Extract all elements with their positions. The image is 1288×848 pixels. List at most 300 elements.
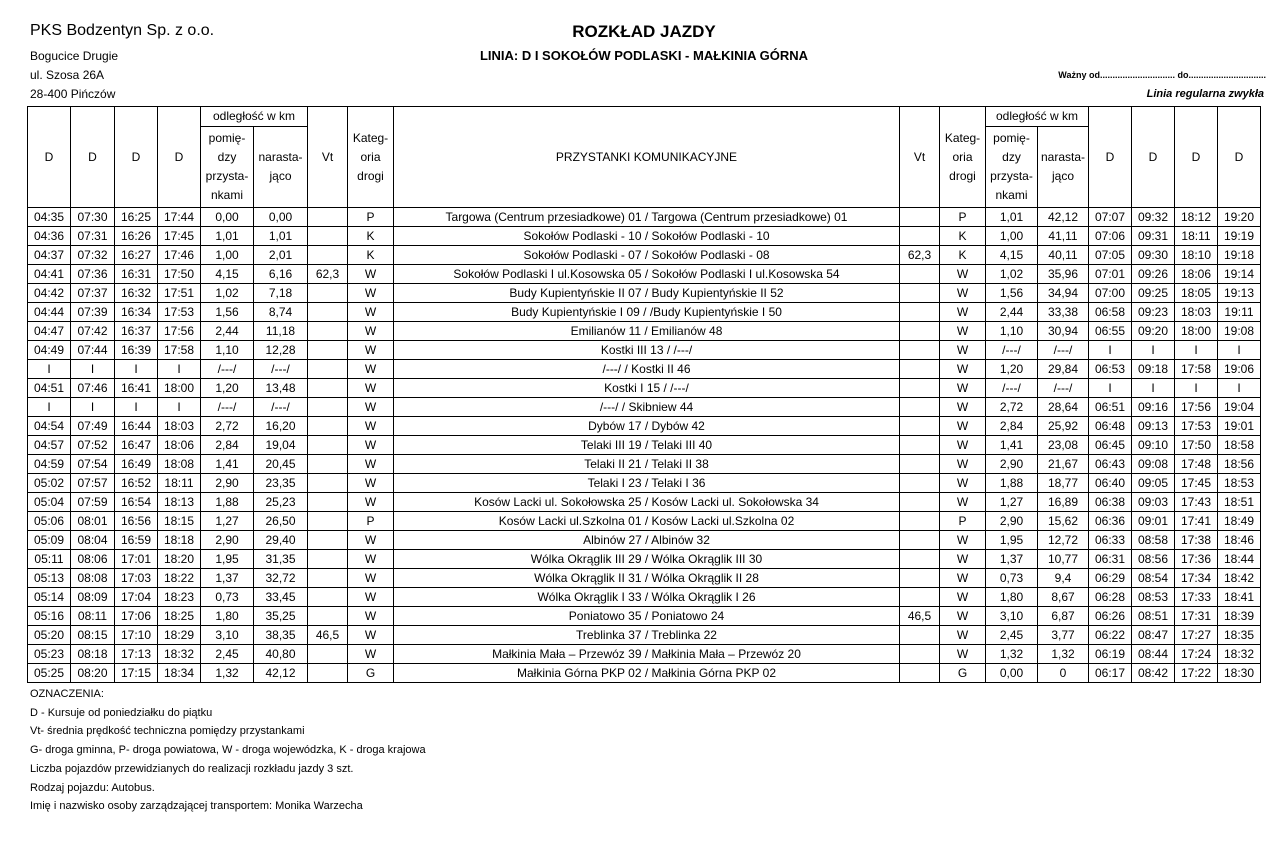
vt-cell bbox=[308, 284, 348, 303]
cumulative-cell: 33,45 bbox=[254, 588, 308, 607]
time-cell: 18:03 bbox=[158, 417, 201, 436]
cumulative-cell: 42,12 bbox=[1038, 208, 1089, 227]
col-d: D bbox=[1175, 107, 1218, 208]
time-cell: 19:04 bbox=[1218, 398, 1261, 417]
vt-cell bbox=[900, 569, 940, 588]
category-cell: W bbox=[348, 493, 394, 512]
time-cell: 06:40 bbox=[1089, 474, 1132, 493]
vt-cell bbox=[900, 284, 940, 303]
distance-cell: 1,10 bbox=[201, 341, 254, 360]
category-cell: W bbox=[348, 455, 394, 474]
time-cell: 09:08 bbox=[1132, 455, 1175, 474]
time-cell: 04:57 bbox=[28, 436, 71, 455]
cumulative-cell: /---/ bbox=[254, 398, 308, 417]
category-cell: W bbox=[348, 550, 394, 569]
table-row bbox=[28, 493, 1261, 512]
time-cell: 18:34 bbox=[158, 664, 201, 683]
time-cell: 19:20 bbox=[1218, 208, 1261, 227]
validity-field: Ważny od.............................. do............................... bbox=[1058, 70, 1266, 80]
line-type: Linia regularna zwykła bbox=[1146, 88, 1264, 100]
time-cell: 08:18 bbox=[71, 645, 115, 664]
time-cell: 07:54 bbox=[71, 455, 115, 474]
col-category: Kateg-oria drogi bbox=[348, 107, 394, 208]
time-cell: 07:44 bbox=[71, 341, 115, 360]
distance-cell: 1,37 bbox=[986, 550, 1038, 569]
time-cell: 04:51 bbox=[28, 379, 71, 398]
time-cell: 16:37 bbox=[115, 322, 158, 341]
col-vt: Vt bbox=[308, 107, 348, 208]
time-cell: 05:14 bbox=[28, 588, 71, 607]
time-cell: I bbox=[1218, 379, 1261, 398]
vt-cell bbox=[308, 379, 348, 398]
distance-cell: 1,37 bbox=[201, 569, 254, 588]
time-cell: 18:11 bbox=[158, 474, 201, 493]
time-cell: 07:52 bbox=[71, 436, 115, 455]
time-cell: 08:51 bbox=[1132, 607, 1175, 626]
vt-cell bbox=[308, 360, 348, 379]
time-cell: 06:48 bbox=[1089, 417, 1132, 436]
cumulative-cell: 30,94 bbox=[1038, 322, 1089, 341]
category-cell: W bbox=[940, 265, 986, 284]
vt-cell bbox=[900, 341, 940, 360]
time-cell: 06:26 bbox=[1089, 607, 1132, 626]
distance-cell: 4,15 bbox=[201, 265, 254, 284]
category-cell: W bbox=[940, 322, 986, 341]
time-cell: 07:05 bbox=[1089, 246, 1132, 265]
time-cell: 18:42 bbox=[1218, 569, 1261, 588]
stop-cell: Albinów 27 / Albinów 32 bbox=[394, 531, 900, 550]
cumulative-cell: 10,77 bbox=[1038, 550, 1089, 569]
time-cell: 05:02 bbox=[28, 474, 71, 493]
table-row bbox=[28, 227, 1261, 246]
distance-cell: 0,00 bbox=[201, 208, 254, 227]
time-cell: 09:31 bbox=[1132, 227, 1175, 246]
table-row bbox=[28, 246, 1261, 265]
time-cell: I bbox=[115, 398, 158, 417]
time-cell: 05:16 bbox=[28, 607, 71, 626]
cumulative-cell: 35,96 bbox=[1038, 265, 1089, 284]
vt-cell bbox=[308, 474, 348, 493]
distance-cell: 1,00 bbox=[201, 246, 254, 265]
vt-cell bbox=[308, 531, 348, 550]
time-cell: 16:34 bbox=[115, 303, 158, 322]
time-cell: 17:34 bbox=[1175, 569, 1218, 588]
distance-cell: /---/ bbox=[986, 379, 1038, 398]
cumulative-cell: 6,16 bbox=[254, 265, 308, 284]
col-distance-right: odległość w km bbox=[986, 107, 1089, 127]
time-cell: 18:10 bbox=[1175, 246, 1218, 265]
time-cell: 06:17 bbox=[1089, 664, 1132, 683]
time-cell: 17:36 bbox=[1175, 550, 1218, 569]
time-cell: 17:50 bbox=[1175, 436, 1218, 455]
distance-cell: 3,10 bbox=[986, 607, 1038, 626]
time-cell: 18:25 bbox=[158, 607, 201, 626]
category-cell: K bbox=[348, 246, 394, 265]
vt-cell bbox=[900, 379, 940, 398]
time-cell: 09:20 bbox=[1132, 322, 1175, 341]
distance-cell: 1,80 bbox=[201, 607, 254, 626]
table-row bbox=[28, 379, 1261, 398]
time-cell: 08:08 bbox=[71, 569, 115, 588]
time-cell: 09:23 bbox=[1132, 303, 1175, 322]
time-cell: 19:19 bbox=[1218, 227, 1261, 246]
vt-cell bbox=[308, 493, 348, 512]
vt-cell bbox=[308, 341, 348, 360]
cumulative-cell: 34,94 bbox=[1038, 284, 1089, 303]
time-cell: 18:29 bbox=[158, 626, 201, 645]
cumulative-cell: 28,64 bbox=[1038, 398, 1089, 417]
time-cell: 05:06 bbox=[28, 512, 71, 531]
category-cell: W bbox=[940, 341, 986, 360]
time-cell: 17:58 bbox=[158, 341, 201, 360]
table-row bbox=[28, 398, 1261, 417]
time-cell: 06:28 bbox=[1089, 588, 1132, 607]
time-cell: 09:25 bbox=[1132, 284, 1175, 303]
distance-cell: 0,73 bbox=[986, 569, 1038, 588]
time-cell: 05:13 bbox=[28, 569, 71, 588]
time-cell: 17:13 bbox=[115, 645, 158, 664]
col-d: D bbox=[158, 107, 201, 208]
time-cell: 17:43 bbox=[1175, 493, 1218, 512]
category-cell: W bbox=[348, 341, 394, 360]
distance-cell: 1,02 bbox=[201, 284, 254, 303]
vt-cell bbox=[900, 493, 940, 512]
address-line-2: ul. Szosa 26A bbox=[30, 68, 105, 82]
time-cell: 07:07 bbox=[1089, 208, 1132, 227]
cumulative-cell: 12,72 bbox=[1038, 531, 1089, 550]
time-cell: 07:30 bbox=[71, 208, 115, 227]
time-cell: 09:26 bbox=[1132, 265, 1175, 284]
col-cumulative-right: narasta-jąco bbox=[1038, 127, 1089, 208]
category-cell: W bbox=[348, 626, 394, 645]
cumulative-cell: 8,67 bbox=[1038, 588, 1089, 607]
category-cell: G bbox=[940, 664, 986, 683]
time-cell: 07:31 bbox=[71, 227, 115, 246]
time-cell: 16:47 bbox=[115, 436, 158, 455]
time-cell: 04:47 bbox=[28, 322, 71, 341]
category-cell: W bbox=[940, 303, 986, 322]
time-cell: I bbox=[158, 360, 201, 379]
category-cell: K bbox=[940, 227, 986, 246]
time-cell: I bbox=[1175, 379, 1218, 398]
time-cell: 17:33 bbox=[1175, 588, 1218, 607]
vt-cell bbox=[900, 322, 940, 341]
vt-cell bbox=[900, 398, 940, 417]
time-cell: 07:59 bbox=[71, 493, 115, 512]
category-cell: W bbox=[940, 436, 986, 455]
note-line: Vt- średnia prędkość techniczna pomiędzy przystankami bbox=[30, 725, 305, 738]
category-cell: W bbox=[348, 322, 394, 341]
time-cell: 16:41 bbox=[115, 379, 158, 398]
timetable bbox=[27, 106, 1261, 683]
table-row bbox=[28, 664, 1261, 683]
time-cell: 06:51 bbox=[1089, 398, 1132, 417]
distance-cell: 1,27 bbox=[986, 493, 1038, 512]
time-cell: 18:06 bbox=[1175, 265, 1218, 284]
distance-cell: 1,56 bbox=[201, 303, 254, 322]
time-cell: 19:18 bbox=[1218, 246, 1261, 265]
time-cell: 18:00 bbox=[158, 379, 201, 398]
distance-cell: 2,90 bbox=[201, 531, 254, 550]
time-cell: 06:53 bbox=[1089, 360, 1132, 379]
time-cell: 17:45 bbox=[1175, 474, 1218, 493]
time-cell: 09:01 bbox=[1132, 512, 1175, 531]
distance-cell: 1,27 bbox=[201, 512, 254, 531]
stop-cell: /---/ / Kostki II 46 bbox=[394, 360, 900, 379]
time-cell: 07:57 bbox=[71, 474, 115, 493]
time-cell: I bbox=[115, 360, 158, 379]
stop-cell: Małkinia Górna PKP 02 / Małkinia Górna PKP 02 bbox=[394, 664, 900, 683]
distance-cell: /---/ bbox=[201, 360, 254, 379]
time-cell: 07:36 bbox=[71, 265, 115, 284]
time-cell: 18:53 bbox=[1218, 474, 1261, 493]
company-name: PKS Bodzentyn Sp. z o.o. bbox=[30, 22, 215, 39]
time-cell: 09:10 bbox=[1132, 436, 1175, 455]
col-d: D bbox=[1132, 107, 1175, 208]
cumulative-cell: /---/ bbox=[1038, 379, 1089, 398]
distance-cell: 2,44 bbox=[986, 303, 1038, 322]
time-cell: 04:36 bbox=[28, 227, 71, 246]
stop-cell: /---/ / Skibniew 44 bbox=[394, 398, 900, 417]
category-cell: W bbox=[940, 398, 986, 417]
time-cell: 18:06 bbox=[158, 436, 201, 455]
time-cell: 16:52 bbox=[115, 474, 158, 493]
time-cell: I bbox=[1132, 341, 1175, 360]
time-cell: I bbox=[28, 398, 71, 417]
time-cell: I bbox=[1132, 379, 1175, 398]
time-cell: 18:11 bbox=[1175, 227, 1218, 246]
category-cell: W bbox=[348, 265, 394, 284]
time-cell: 17:04 bbox=[115, 588, 158, 607]
table-row bbox=[28, 303, 1261, 322]
category-cell: W bbox=[348, 398, 394, 417]
table-row bbox=[28, 455, 1261, 474]
vt-cell bbox=[900, 417, 940, 436]
distance-cell: 1,88 bbox=[986, 474, 1038, 493]
col-vt-right: Vt bbox=[900, 107, 940, 208]
vt-cell bbox=[900, 626, 940, 645]
note-line: D - Kursuje od poniedziałku do piątku bbox=[30, 706, 213, 719]
cumulative-cell: 2,01 bbox=[254, 246, 308, 265]
category-cell: W bbox=[940, 550, 986, 569]
distance-cell: 0,00 bbox=[986, 664, 1038, 683]
header-row bbox=[28, 107, 1261, 127]
distance-cell: 0,73 bbox=[201, 588, 254, 607]
stop-cell: Telaki I 23 / Telaki I 36 bbox=[394, 474, 900, 493]
time-cell: 04:49 bbox=[28, 341, 71, 360]
time-cell: 04:44 bbox=[28, 303, 71, 322]
stop-cell: Targowa (Centrum przesiadkowe) 01 / Targowa (Centrum przesiadkowe) 01 bbox=[394, 208, 900, 227]
cumulative-cell: 1,32 bbox=[1038, 645, 1089, 664]
stop-cell: Wólka Okrąglik II 31 / Wólka Okrąglik II 28 bbox=[394, 569, 900, 588]
stop-cell: Poniatowo 35 / Poniatowo 24 bbox=[394, 607, 900, 626]
time-cell: 18:39 bbox=[1218, 607, 1261, 626]
time-cell: 07:00 bbox=[1089, 284, 1132, 303]
time-cell: 17:50 bbox=[158, 265, 201, 284]
cumulative-cell: 16,89 bbox=[1038, 493, 1089, 512]
time-cell: 18:08 bbox=[158, 455, 201, 474]
category-cell: P bbox=[940, 512, 986, 531]
time-cell: 07:39 bbox=[71, 303, 115, 322]
table-row bbox=[28, 284, 1261, 303]
time-cell: 18:15 bbox=[158, 512, 201, 531]
time-cell: 16:56 bbox=[115, 512, 158, 531]
vt-cell bbox=[308, 322, 348, 341]
distance-cell: 1,95 bbox=[201, 550, 254, 569]
category-cell: W bbox=[940, 379, 986, 398]
category-cell: W bbox=[940, 360, 986, 379]
col-stops: PRZYSTANKI KOMUNIKACYJNE bbox=[394, 107, 900, 208]
cumulative-cell: 26,50 bbox=[254, 512, 308, 531]
time-cell: 17:38 bbox=[1175, 531, 1218, 550]
time-cell: 17:03 bbox=[115, 569, 158, 588]
distance-cell: 1,32 bbox=[201, 664, 254, 683]
col-d: D bbox=[1089, 107, 1132, 208]
time-cell: 06:22 bbox=[1089, 626, 1132, 645]
category-cell: W bbox=[348, 379, 394, 398]
cumulative-cell: 16,20 bbox=[254, 417, 308, 436]
time-cell: 05:20 bbox=[28, 626, 71, 645]
vt-cell: 62,3 bbox=[308, 265, 348, 284]
category-cell: K bbox=[940, 246, 986, 265]
vt-cell bbox=[900, 531, 940, 550]
cumulative-cell: 0 bbox=[1038, 664, 1089, 683]
cumulative-cell: 19,04 bbox=[254, 436, 308, 455]
time-cell: 16:32 bbox=[115, 284, 158, 303]
vt-cell bbox=[900, 645, 940, 664]
category-cell: W bbox=[940, 645, 986, 664]
vt-cell bbox=[900, 474, 940, 493]
time-cell: 19:08 bbox=[1218, 322, 1261, 341]
time-cell: 17:46 bbox=[158, 246, 201, 265]
cumulative-cell: 31,35 bbox=[254, 550, 308, 569]
vt-cell: 62,3 bbox=[900, 246, 940, 265]
distance-cell: 3,10 bbox=[201, 626, 254, 645]
time-cell: 07:37 bbox=[71, 284, 115, 303]
time-cell: 17:27 bbox=[1175, 626, 1218, 645]
time-cell: 07:46 bbox=[71, 379, 115, 398]
distance-cell: 1,80 bbox=[986, 588, 1038, 607]
note-line: Liczba pojazdów przewidzianych do realizacji rozkładu jazdy 3 szt. bbox=[30, 762, 354, 775]
category-cell: W bbox=[940, 531, 986, 550]
vt-cell: 46,5 bbox=[308, 626, 348, 645]
time-cell: 07:49 bbox=[71, 417, 115, 436]
time-cell: 04:35 bbox=[28, 208, 71, 227]
category-cell: W bbox=[348, 474, 394, 493]
time-cell: 05:25 bbox=[28, 664, 71, 683]
note-line: G- droga gminna, P- droga powiatowa, W - droga wojewódzka, K - droga krajowa bbox=[30, 744, 426, 757]
time-cell: 19:13 bbox=[1218, 284, 1261, 303]
vt-cell bbox=[900, 436, 940, 455]
time-cell: 06:33 bbox=[1089, 531, 1132, 550]
time-cell: I bbox=[28, 360, 71, 379]
cumulative-cell: 29,40 bbox=[254, 531, 308, 550]
time-cell: 08:11 bbox=[71, 607, 115, 626]
time-cell: 07:06 bbox=[1089, 227, 1132, 246]
cumulative-cell: 11,18 bbox=[254, 322, 308, 341]
table-row bbox=[28, 607, 1261, 626]
time-cell: 05:23 bbox=[28, 645, 71, 664]
time-cell: 05:11 bbox=[28, 550, 71, 569]
cumulative-cell: 13,48 bbox=[254, 379, 308, 398]
category-cell: W bbox=[940, 417, 986, 436]
cumulative-cell: 3,77 bbox=[1038, 626, 1089, 645]
time-cell: 09:05 bbox=[1132, 474, 1175, 493]
time-cell: I bbox=[1175, 341, 1218, 360]
time-cell: I bbox=[71, 398, 115, 417]
time-cell: 16:26 bbox=[115, 227, 158, 246]
time-cell: 16:44 bbox=[115, 417, 158, 436]
stop-cell: Kosów Lacki ul.Szkolna 01 / Kosów Lacki ul.Szkolna 02 bbox=[394, 512, 900, 531]
time-cell: 18:51 bbox=[1218, 493, 1261, 512]
distance-cell: 1,01 bbox=[201, 227, 254, 246]
cumulative-cell: 7,18 bbox=[254, 284, 308, 303]
time-cell: 18:20 bbox=[158, 550, 201, 569]
vt-cell bbox=[308, 455, 348, 474]
cumulative-cell: 25,23 bbox=[254, 493, 308, 512]
col-d: D bbox=[115, 107, 158, 208]
time-cell: 17:45 bbox=[158, 227, 201, 246]
table-row bbox=[28, 265, 1261, 284]
table-row bbox=[28, 474, 1261, 493]
category-cell: P bbox=[348, 208, 394, 227]
stop-cell: Sokołów Podlaski I ul.Kosowska 05 / Sokołów Podlaski I ul.Kosowska 54 bbox=[394, 265, 900, 284]
time-cell: 07:32 bbox=[71, 246, 115, 265]
time-cell: 06:45 bbox=[1089, 436, 1132, 455]
table-row bbox=[28, 208, 1261, 227]
category-cell: P bbox=[940, 208, 986, 227]
cumulative-cell: 9,4 bbox=[1038, 569, 1089, 588]
category-cell: W bbox=[348, 284, 394, 303]
time-cell: 19:01 bbox=[1218, 417, 1261, 436]
stop-cell: Emilianów 11 / Emilianów 48 bbox=[394, 322, 900, 341]
col-d: D bbox=[71, 107, 115, 208]
stop-cell: Dybów 17 / Dybów 42 bbox=[394, 417, 900, 436]
time-cell: 18:12 bbox=[1175, 208, 1218, 227]
cumulative-cell: 33,38 bbox=[1038, 303, 1089, 322]
cumulative-cell: /---/ bbox=[1038, 341, 1089, 360]
time-cell: 06:43 bbox=[1089, 455, 1132, 474]
category-cell: W bbox=[940, 284, 986, 303]
time-cell: 09:18 bbox=[1132, 360, 1175, 379]
vt-cell bbox=[308, 645, 348, 664]
vt-cell bbox=[900, 208, 940, 227]
distance-cell: 2,44 bbox=[201, 322, 254, 341]
time-cell: I bbox=[158, 398, 201, 417]
col-cumulative: narasta-jąco bbox=[254, 127, 308, 208]
time-cell: 08:06 bbox=[71, 550, 115, 569]
cumulative-cell: 35,25 bbox=[254, 607, 308, 626]
stop-cell: Wólka Okrąglik III 29 / Wólka Okrąglik III 30 bbox=[394, 550, 900, 569]
time-cell: 16:31 bbox=[115, 265, 158, 284]
stop-cell: Kostki I 15 / /---/ bbox=[394, 379, 900, 398]
time-cell: 18:41 bbox=[1218, 588, 1261, 607]
vt-cell bbox=[308, 208, 348, 227]
cumulative-cell: 41,11 bbox=[1038, 227, 1089, 246]
time-cell: 04:59 bbox=[28, 455, 71, 474]
time-cell: 18:13 bbox=[158, 493, 201, 512]
distance-cell: 2,72 bbox=[201, 417, 254, 436]
time-cell: I bbox=[1218, 341, 1261, 360]
time-cell: 16:49 bbox=[115, 455, 158, 474]
distance-cell: 2,72 bbox=[986, 398, 1038, 417]
distance-cell: 2,90 bbox=[986, 512, 1038, 531]
table-row bbox=[28, 341, 1261, 360]
vt-cell bbox=[308, 436, 348, 455]
category-cell: W bbox=[940, 455, 986, 474]
vt-cell bbox=[900, 227, 940, 246]
stop-cell: Kosów Lacki ul. Sokołowska 25 / Kosów Lacki ul. Sokołowska 34 bbox=[394, 493, 900, 512]
